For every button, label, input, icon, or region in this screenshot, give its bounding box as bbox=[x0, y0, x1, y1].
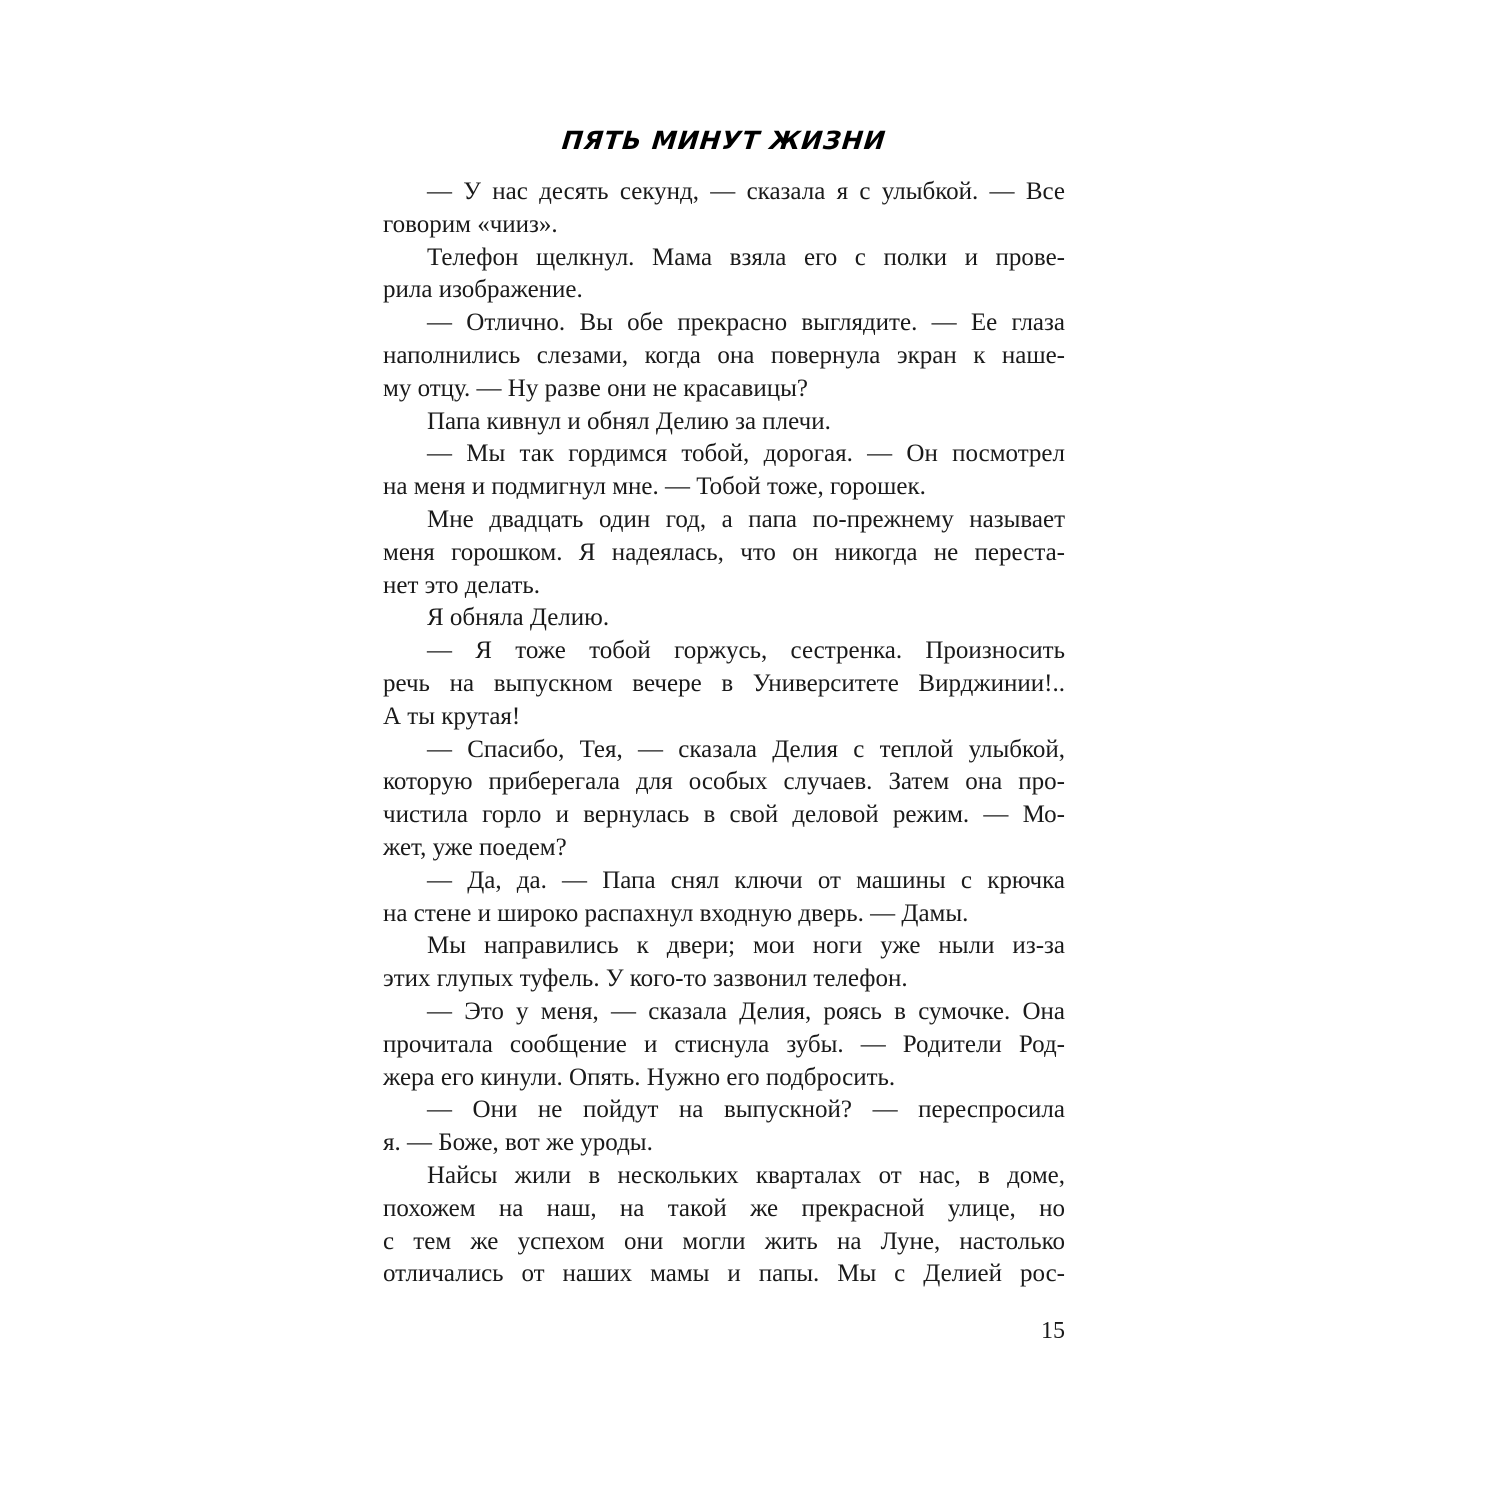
text-line: рила изображение. bbox=[383, 276, 583, 304]
text-line: говорим «чииз». bbox=[383, 210, 558, 238]
text-line: похожем на наш, на такой же прекрасной улице, но bbox=[383, 1194, 1065, 1222]
text-line: — Да, да. — Папа снял ключи от машины с крючка bbox=[427, 866, 1065, 894]
text-line: А ты крутая! bbox=[383, 702, 521, 730]
text-line: на меня и подмигнул мне. — Тобой тоже, горошек. bbox=[383, 473, 926, 501]
page-number: 15 bbox=[1041, 1318, 1065, 1344]
text-line: на стене и широко распахнул входную дверь. — Дамы. bbox=[383, 899, 969, 927]
text-line: — Они не пойдут на выпускной? — переспросила bbox=[427, 1096, 1065, 1124]
text-line: которую приберегала для особых случаев. Затем она про- bbox=[383, 768, 1065, 796]
text-line: наполнились слезами, когда она повернула экран к наше- bbox=[383, 341, 1065, 369]
text-line: нет это делать. bbox=[383, 571, 541, 599]
body-text bbox=[383, 176, 1065, 1291]
text-line: — Я тоже тобой горжусь, сестренка. Произносить bbox=[427, 637, 1065, 665]
text-line: я. — Боже, вот же уроды. bbox=[383, 1129, 653, 1157]
text-line: речь на выпускном вечере в Университете Вирджинии!.. bbox=[383, 669, 1065, 697]
text-line: Найсы жили в нескольких кварталах от нас, в доме, bbox=[427, 1161, 1065, 1189]
text-line: — Отлично. Вы обе прекрасно выглядите. — Ее глаза bbox=[427, 309, 1065, 337]
text-line: жет, уже поедем? bbox=[383, 833, 567, 861]
text-line: чистила горло и вернулась в свой деловой режим. — Мо- bbox=[383, 801, 1065, 829]
text-line: этих глупых туфель. У кого-то зазвонил телефон. bbox=[383, 965, 908, 993]
text-line: — Мы так гордимся тобой, дорогая. — Он посмотрел bbox=[427, 440, 1065, 468]
text-line: — У нас десять секунд, — сказала я с улыбкой. — Все bbox=[427, 178, 1065, 205]
text-line: меня горошком. Я надеялась, что он никогда не переста- bbox=[383, 538, 1065, 566]
text-line: отличались от наших мамы и папы. Мы с Делией рос- bbox=[383, 1260, 1065, 1288]
text-line: — Спасибо, Тея, — сказала Делия с теплой улыбкой, bbox=[427, 735, 1065, 763]
text-line: с тем же успехом они могли жить на Луне, настолько bbox=[383, 1227, 1065, 1255]
text-line: Я обняла Делию. bbox=[427, 604, 610, 632]
text-line: Папа кивнул и обнял Делию за плечи. bbox=[427, 407, 831, 435]
text-line: Телефон щелкнул. Мама взяла его с полки и прове- bbox=[427, 243, 1065, 271]
text-line: жера его кинули. Опять. Нужно его подбросить. bbox=[383, 1063, 896, 1091]
text-line: — Это у меня, — сказала Делия, роясь в сумочке. Она bbox=[427, 997, 1065, 1025]
text-line: Мне двадцать один год, а папа по-прежнему называет bbox=[427, 505, 1065, 533]
text-line: Мы направились к двери; мои ноги уже ныли из-за bbox=[427, 932, 1065, 960]
running-head: ПЯТЬ МИНУТ ЖИЗНИ bbox=[560, 126, 888, 155]
text-line: му отцу. — Ну разве они не красавицы? bbox=[383, 374, 808, 402]
text-line: прочитала сообщение и стиснула зубы. — Родители Род- bbox=[383, 1030, 1065, 1058]
